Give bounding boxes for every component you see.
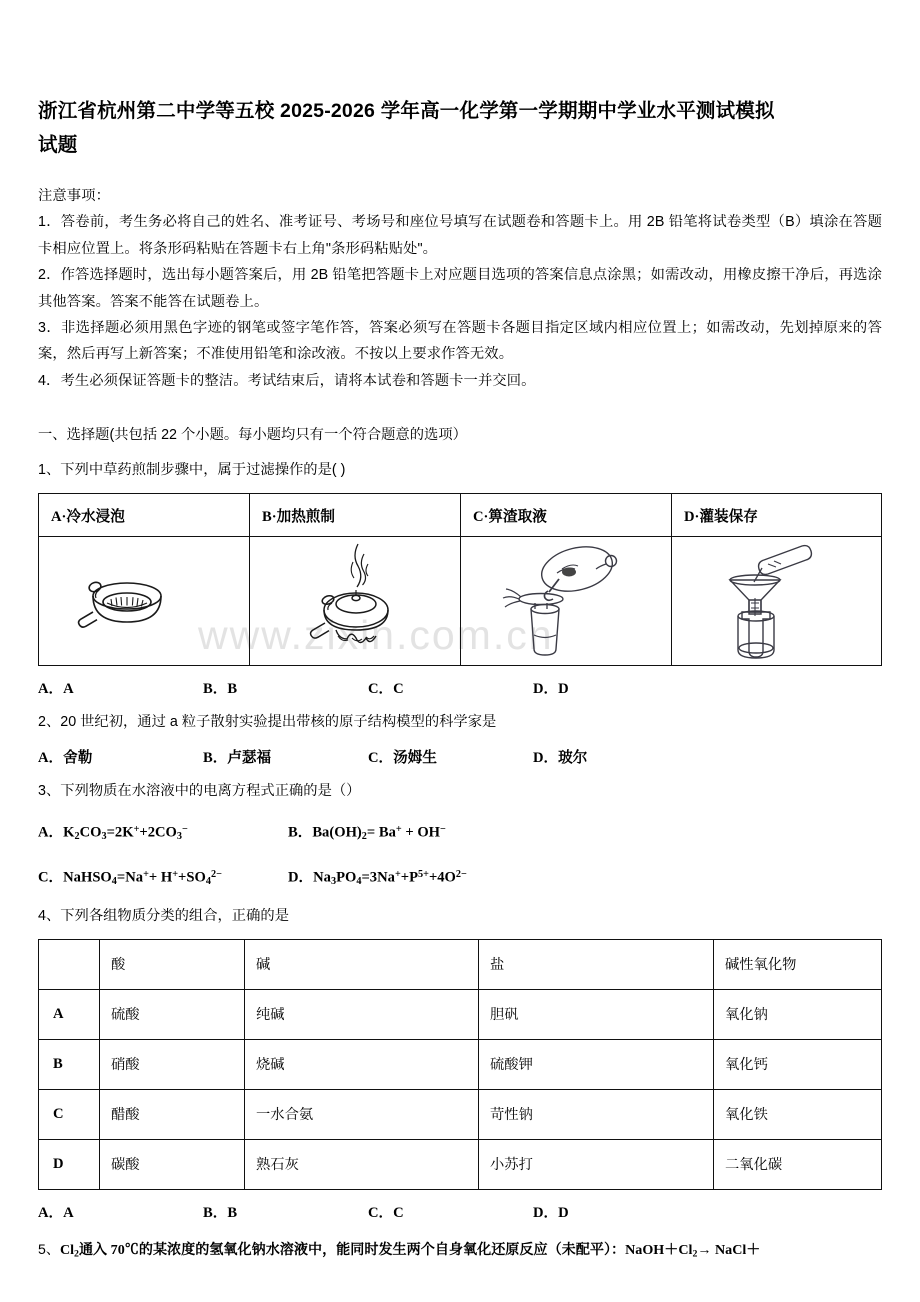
table-row: [39, 537, 882, 666]
table-row: [39, 1089, 882, 1139]
q3-option-b[interactable]: B．$Ba(OH)_2= Ba^+ + OH^-$: [288, 824, 446, 843]
q1-image-cell-a: [39, 537, 250, 666]
q2-answer-b[interactable]: B．卢瑟福: [203, 750, 272, 767]
q4-header-blank: [39, 939, 100, 989]
question-3-stem: 3、下列物质在水溶液中的电离方程式正确的是（）: [38, 783, 361, 800]
q1-image-cell-b: [250, 537, 461, 666]
q4-cell-a-salt: 胆矾: [479, 989, 714, 1039]
q4-cell-d-salt: 小苏打: [479, 1139, 714, 1189]
q4-cell-d-acid: 碳酸: [100, 1139, 245, 1189]
question-4-stem: 4、下列各组物质分类的组合，正确的是: [38, 907, 289, 924]
q4-cell-c-acid: 醋酸: [100, 1089, 245, 1139]
question-1-options-table: [38, 493, 882, 666]
q4-row-label-d: D: [39, 1139, 100, 1189]
notice-heading: 注意事项：: [38, 188, 110, 204]
q4-cell-d-base: 熟石灰: [245, 1139, 479, 1189]
q4-row-label-a: A: [39, 989, 100, 1039]
q1-header-d: D·灌装保存: [672, 494, 882, 537]
q4-cell-b-acid: 硝酸: [100, 1039, 245, 1089]
q4-row-label-b: B: [39, 1039, 100, 1089]
notice-section: [38, 183, 882, 394]
q1-answer-d[interactable]: D．D: [533, 681, 569, 698]
q2-answer-a[interactable]: A．舍勒: [38, 750, 93, 767]
q4-cell-a-oxide: 氧化钠: [714, 989, 882, 1039]
q4-answer-b[interactable]: B．B: [203, 1204, 238, 1221]
section-one-heading: 一、选择题(共包括 22 个小题。每小题均只有一个符合题意的选项）: [38, 427, 467, 444]
q4-cell-d-oxide: 二氧化碳: [714, 1139, 882, 1189]
q1-header-a: A·冷水浸泡: [39, 494, 250, 537]
notice-item-1: 1．答卷前，考生务必将自己的姓名、准考证号、考场号和座位号填写在试题卷和答题卡上。用 2B 铅笔将试卷类型（B）填涂在答题卡相应位置上。将条形码粘贴在答题卡右上角"条形码粘贴处"。: [38, 214, 882, 257]
q2-answer-c[interactable]: C．汤姆生: [368, 750, 437, 767]
covered-pot-steam-icon: [280, 538, 430, 664]
question-4-classification-table: [38, 939, 882, 1190]
title-line-2: 试题: [38, 134, 78, 156]
q3-option-c[interactable]: C．NaHSO$_4$=Na++ $H^++SO_4^{2-}$: [38, 869, 222, 887]
q2-answer-d[interactable]: D．玻尔: [533, 750, 588, 767]
q4-cell-b-base: 烧碱: [245, 1039, 479, 1089]
q1-answer-b[interactable]: B．B: [203, 681, 238, 698]
q4-cell-a-base: 纯碱: [245, 989, 479, 1039]
question-4-answers: [38, 1202, 882, 1224]
question-1-stem: 1、下列中草药煎制步骤中，属于过滤操作的是( ): [38, 462, 346, 479]
q1-image-cell-c: [461, 537, 672, 666]
q3-option-d[interactable]: D．$Na_3PO_4=3Na^++P^{5+}+4O^{2-}$: [288, 869, 467, 887]
table-header-row: [39, 939, 882, 989]
question-3-options-row-2: [38, 863, 882, 894]
q5-number: 5、: [38, 1240, 60, 1257]
q4-header-acid: 酸: [100, 939, 245, 989]
q4-header-basic-oxide: 碱性氧化物: [714, 939, 882, 989]
q1-image-cell-d: [672, 537, 882, 666]
notice-item-2: 2．作答选择题时，选出每小题答案后，用 2B 铅笔把答题卡上对应题目选项的答案信息点涂黑；如需改动，用橡皮擦干净后，再选涂其他答案。答案不能答在试题卷上。: [38, 267, 882, 310]
q1-answer-c[interactable]: C．C: [368, 681, 404, 698]
funnel-bottle-icon: [702, 538, 852, 664]
q1-header-b: B·加热煎制: [250, 494, 461, 537]
q4-header-salt: 盐: [479, 939, 714, 989]
page-title: [38, 0, 882, 162]
q4-cell-b-oxide: 氧化钙: [714, 1039, 882, 1089]
q4-row-label-c: C: [39, 1089, 100, 1139]
notice-item-4: 4．考生必须保证答题卡的整洁。考试结束后，请将本试卷和答题卡一并交回。: [38, 372, 536, 389]
strainer-pour-icon: [491, 539, 641, 663]
q4-cell-c-base: 一水合氨: [245, 1089, 479, 1139]
table-row: [39, 989, 882, 1039]
q4-header-base: 碱: [245, 939, 479, 989]
q5-body: $Cl_2$通入 70℃的某浓度的氢氧化钠水溶液中，能同时发生两个自身氧化还原反应（未配平）：$NaOH+Cl_2\to$ NaCl＋: [59, 1241, 761, 1260]
q4-answer-a[interactable]: A．A: [38, 1204, 74, 1221]
table-row: [39, 1039, 882, 1089]
q4-answer-d[interactable]: D．D: [533, 1204, 569, 1221]
q4-cell-b-salt: 硫酸钾: [479, 1039, 714, 1089]
table-row: [39, 494, 882, 537]
watermark: www.zixin.com.cn: [198, 612, 554, 658]
q4-cell-a-acid: 硫酸: [100, 989, 245, 1039]
q4-cell-c-salt: 苛性钠: [479, 1089, 714, 1139]
question-3-options-row-1: [38, 818, 882, 849]
question-5-stem: [38, 1236, 882, 1267]
q1-answer-a[interactable]: A．A: [38, 681, 74, 698]
question-2-answers: [38, 747, 882, 769]
q3-option-a[interactable]: A．$K_2CO_3=2K^++2CO_3^-$: [38, 824, 188, 843]
notice-item-3: 3．非选择题必须用黑色字迹的钢笔或签字笔作答，答案必须写在答题卡各题目指定区域内相应位置上；如需改动，先划掉原来的答案，然后再写上新答案；不准使用铅笔和涂改液。不按以上要求作答无效。: [38, 320, 882, 363]
q4-answer-c[interactable]: C．C: [368, 1204, 404, 1221]
question-1-answers: [38, 678, 882, 700]
question-2-stem: 2、20 世纪初，通过 a 粒子散射实验提出带核的原子结构模型的科学家是: [38, 714, 497, 731]
open-pot-icon: [69, 546, 219, 656]
q4-cell-c-oxide: 氧化铁: [714, 1089, 882, 1139]
q1-header-c: C·箅渣取液: [461, 494, 672, 537]
table-row: [39, 1139, 882, 1189]
title-line-1: 浙江省杭州第二中学等五校 2025-2026 学年高一化学第一学期期中学业水平测试模拟: [38, 100, 775, 122]
